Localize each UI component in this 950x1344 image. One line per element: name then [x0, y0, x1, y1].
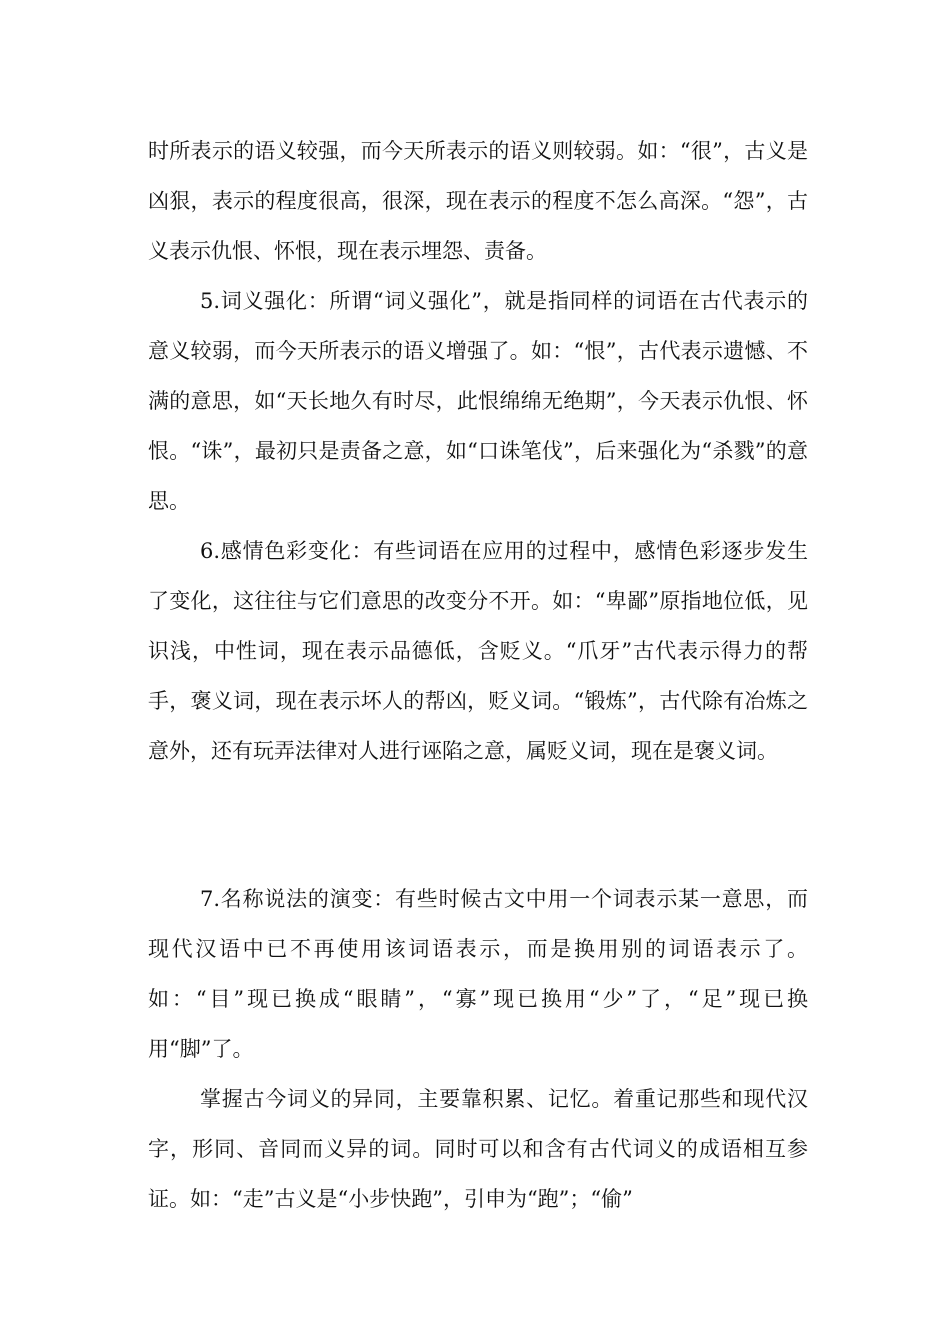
text-block-lower — [148, 874, 808, 1224]
paragraph-item-5: 5.词义强化：所谓“词义强化”，就是指同样的词语在古代表示的意义较弱，而今天所表示的语义增强了。如：“恨”，古代表示遗憾、不满的意思，如“天长地久有时尽，此恨绵绵无绝期”，今天表示仇恨、怀恨。“诛”，最初只是责备之意，如“口诛笔伐”，后来强化为“杀戮”的意思。 — [148, 289, 808, 513]
paragraph-item-7: 7.名称说法的演变：有些时候古文中用一个词表示某一意思，而现代汉语中已不再使用该词语表示，而是换用别的词语表示了。如：“目”现已换成“眼睛”，“寡”现已换用“少”了，“足”现已换用“脚”了。 — [148, 887, 808, 1061]
paragraph-summary: 掌握古今词义的异同，主要靠积累、记忆。着重记那些和现代汉字，形同、音同而义异的词。同时可以和含有古代词义的成语相互参证。如：“走”古义是“小步快跑”，引申为“跑”；“偷” — [148, 1087, 808, 1211]
paragraph-item-6: 6.感情色彩变化：有些词语在应用的过程中，感情色彩逐步发生了变化，这往往与它们意思的改变分不开。如：“卑鄙”原指地位低，见识浅，中性词，现在表示品德低，含贬义。“爪牙”古代表示得力的帮手，褒义词，现在表示坏人的帮凶，贬义词。“锻炼”，古代除有冶炼之意外，还有玩弄法律对人进行诬陷之意，属贬义词，现在是褒义词。 — [148, 539, 808, 763]
paragraph-continued: 时所表示的语义较强，而今天所表示的语义则较弱。如：“很”，古义是凶狠，表示的程度很高，很深，现在表示的程度不怎么高深。“怨”，古义表示仇恨、怀恨，现在表示埋怨、责备。 — [148, 139, 808, 263]
text-block-upper — [148, 126, 808, 776]
